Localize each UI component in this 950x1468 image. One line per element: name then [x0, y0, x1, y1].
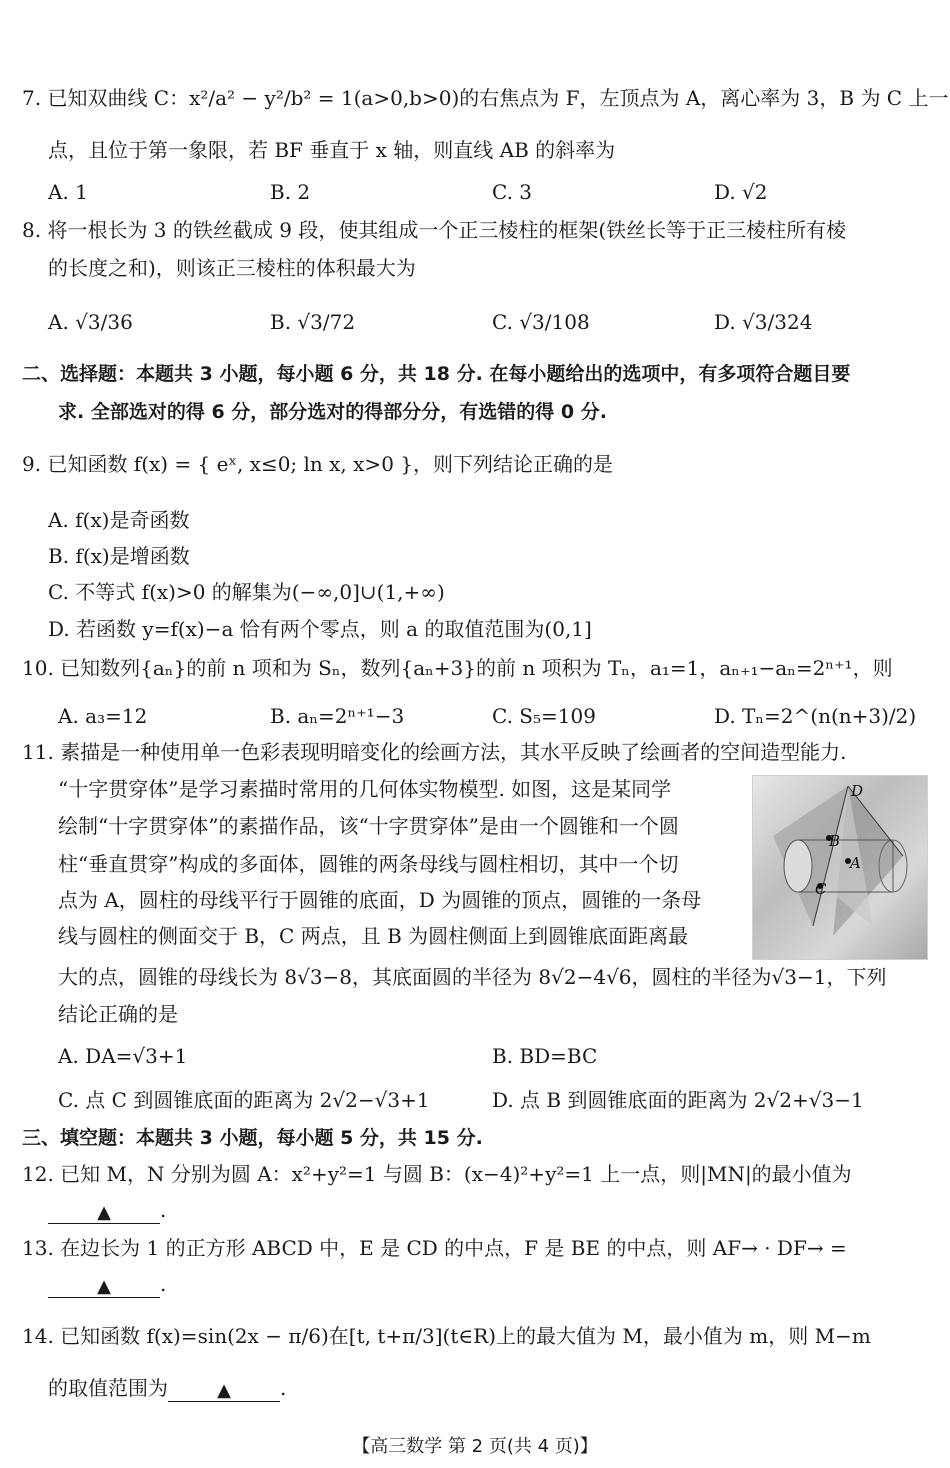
q11-line3: 绘制“十字贯穿体”的素描作品，该“十字贯穿体”是由一个圆锥和一个圆: [58, 814, 679, 838]
q9-option-a: A. f(x)是奇函数: [48, 508, 190, 532]
q10-option-b: B. aₙ=2ⁿ⁺¹−3: [270, 704, 405, 728]
figure-label-d: D: [851, 782, 864, 800]
q11-option-c: C. 点 C 到圆锥底面的距离为 2√2−√3+1: [58, 1088, 430, 1112]
q11-line7: 大的点，圆锥的母线长为 8√3−8，其底面圆的半径为 8√2−4√6，圆柱的半径为√3−1，下列: [58, 965, 887, 989]
q14-line1: 14. 已知函数 f(x)=sin(2x − π/6)在[t, t+π/3](t∈R)上的最大值为 M，最小值为 m，则 M−m: [22, 1324, 871, 1348]
q10-option-d: D. Tₙ=2^(n(n+3)/2): [714, 704, 917, 728]
q12-answer-line: [48, 1196, 950, 1224]
q11-line1: 11. 素描是一种使用单一色彩表现明暗变化的绘画方法，其水平反映了绘画者的空间造型能力.: [22, 740, 847, 764]
q11-line8: 结论正确的是: [58, 1002, 178, 1026]
q14-line2: [48, 1374, 950, 1402]
answer-triangle-icon: ▲: [97, 1202, 111, 1223]
q11-option-b: B. BD=BC: [492, 1044, 598, 1068]
q8-option-b: B. √3/72: [270, 310, 356, 334]
q13-end-period: .: [160, 1272, 167, 1296]
section3-heading: 三、填空题：本题共 3 小题，每小题 5 分，共 15 分.: [22, 1127, 483, 1149]
cross-penetration-sketch-figure: [752, 775, 928, 960]
q13-line1: 13. 在边长为 1 的正方形 ABCD 中，E 是 CD 的中点，F 是 BE 的中点，则 AF→ · DF→ =: [22, 1236, 847, 1260]
q10-line1: 10. 已知数列{aₙ}的前 n 项和为 Sₙ，数列{aₙ+3}的前 n 项积为 Tₙ，a₁=1，aₙ₊₁−aₙ=2ⁿ⁺¹，则: [22, 656, 893, 680]
q9-line1: 9. 已知函数 f(x) = { eˣ, x≤0; ln x, x>0 }，则下列结论正确的是: [22, 452, 613, 476]
q10-option-a: A. a₃=12: [58, 704, 148, 728]
q12-answer-blank[interactable]: [48, 1197, 160, 1224]
answer-triangle-icon: ▲: [217, 1380, 231, 1401]
section2-heading: 二、选择题：本题共 3 小题，每小题 6 分，共 18 分. 在每小题给出的选项中，有多项符合题目要: [22, 363, 851, 385]
section2-heading-cont: 求. 全部选对的得 6 分，部分选对的得部分分，有选错的得 0 分.: [58, 401, 607, 423]
answer-triangle-icon: ▲: [97, 1276, 111, 1297]
q7-option-c: C. 3: [492, 180, 533, 204]
q12-line1: 12. 已知 M，N 分别为圆 A：x²+y²=1 与圆 B：(x−4)²+y²=1 上一点，则|MN|的最小值为: [22, 1162, 852, 1186]
figure-label-b: B: [829, 832, 841, 850]
q11-option-d: D. 点 B 到圆锥底面的距离为 2√2+√3−1: [492, 1088, 864, 1112]
q11-line4: 柱“垂直贯穿”构成的多面体，圆锥的两条母线与圆柱相切，其中一个切: [58, 852, 679, 876]
q12-end-period: .: [160, 1198, 167, 1222]
q8-option-d: D. √3/324: [714, 310, 813, 334]
q14-answer-blank[interactable]: [168, 1375, 280, 1402]
figure-label-a: A: [850, 854, 861, 872]
q9-option-c: C. 不等式 f(x)>0 的解集为(−∞,0]∪(1,+∞): [48, 580, 445, 604]
page-footer: 【高三数学 第 2 页(共 4 页)】: [352, 1436, 598, 1457]
sketch-drawing: [753, 776, 927, 959]
q13-answer-blank[interactable]: [48, 1271, 160, 1298]
q9-option-d: D. 若函数 y=f(x)−a 恰有两个零点，则 a 的取值范围为(0,1]: [48, 617, 592, 641]
q8-line2: 的长度之和)，则该正三棱柱的体积最大为: [48, 256, 416, 280]
q11-option-a: A. DA=√3+1: [58, 1044, 188, 1068]
q8-option-c: C. √3/108: [492, 310, 590, 334]
q7-line1: 7. 已知双曲线 C：x²/a² − y²/b² = 1(a>0,b>0)的右焦点为 F，左顶点为 A，离心率为 3，B 为 C 上一: [22, 86, 949, 110]
q9-option-b: B. f(x)是增函数: [48, 544, 190, 568]
q13-answer-line: [48, 1270, 950, 1298]
q11-line2: “十字贯穿体”是学习素描时常用的几何体实物模型. 如图，这是某同学: [58, 777, 672, 801]
q7-line2: 点，且位于第一象限，若 BF 垂直于 x 轴，则直线 AB 的斜率为: [48, 138, 616, 162]
q7-option-b: B. 2: [270, 180, 311, 204]
q8-line1: 8. 将一根长为 3 的铁丝截成 9 段，使其组成一个正三棱柱的框架(铁丝长等于正三棱柱所有棱: [22, 218, 847, 242]
q7-option-d: D. √2: [714, 180, 768, 204]
q11-line5: 点为 A，圆柱的母线平行于圆锥的底面，D 为圆锥的顶点，圆锥的一条母: [58, 888, 702, 912]
q14-end-period: .: [280, 1376, 287, 1400]
q11-line6: 线与圆柱的侧面交于 B，C 两点，且 B 为圆柱侧面上到圆锥底面距离最: [58, 924, 689, 948]
q14-line2-text: 的取值范围为: [48, 1376, 168, 1400]
q8-option-a: A. √3/36: [48, 310, 133, 334]
q10-option-c: C. S₅=109: [492, 704, 596, 728]
q7-option-a: A. 1: [48, 180, 88, 204]
figure-label-c: C: [815, 880, 827, 898]
